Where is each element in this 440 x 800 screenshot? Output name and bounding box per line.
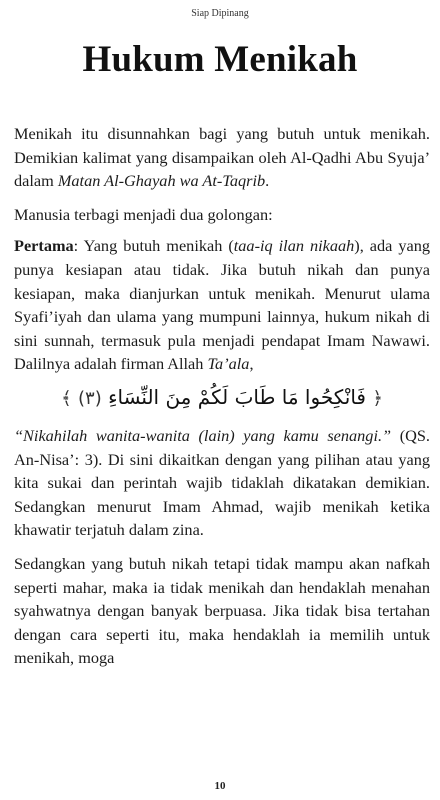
ayah-number-marker: (٣) [77, 387, 102, 409]
paragraph-first-group [14, 234, 430, 376]
page-number: 10 [214, 780, 226, 792]
group-label: Pertama [14, 236, 74, 256]
paragraph-intro [14, 122, 430, 193]
text-run: , [249, 354, 254, 374]
text-run: ), ada yang punya kesiapan atau tidak. Jika butuh nikah dan punya kesiapan, maka dianjurkan untuk menikah. Menurut ulama Syafi’iyah dan ulama yang mumpuni lainnya, hukum nikah di sini sunnah, termasuk pula menjadi pendapat Imam Nawawi. Dalilnya adalah firman Allah [14, 236, 430, 374]
book-title: Matan Al-Ghayah wa At-Taqrib [57, 171, 266, 191]
paragraph-groups: Manusia terbagi menjadi dua golongan: [14, 204, 273, 224]
verse-text: فَانْكِحُوا مَا طَابَ لَكُمْ مِنَ النِّسَاءِ [108, 384, 366, 409]
ayah-number: ٣ [85, 387, 95, 409]
paragraph-second-case: Sedangkan yang butuh nikah tetapi tidak mampu akan nafkah seperti mahar, maka ia tidak menikah dan hendaklah menahan syahwatnya dengan banyak berpuasa. Jika tidak bisa tertahan dengan cara seperti itu, maka hendaklah ia memilih untuk menikah, moga [14, 553, 430, 668]
text-run: . [265, 171, 270, 191]
chapter-title: Hukum Menikah [82, 39, 358, 80]
text-run: Menikah itu disunnahkan bagi yang butuh untuk menikah. Demikian kalimat yang disampaikan oleh Al-Qadhi Abu Syuja’ dalam [14, 124, 430, 191]
body-text [14, 122, 430, 680]
verse-translation: “Nikahilah wanita-wanita (lain) yang kamu senangi.” [14, 425, 392, 445]
text-run: : Yang butuh menikah ( [73, 236, 234, 256]
text-run: (QS. An-Nisa’: 3). Di sini dikaitkan dengan yang pilihan atau yang kita sukai dan perintah wajib tidaklah dikatakan demikian. Sedangkan menurut Imam Ahmad, wajib menikah ketika khawatir terjatuh dalam zina. [14, 425, 430, 540]
verse-open-ornament: ﴿ [372, 387, 383, 409]
taala-text: Ta’ala [207, 354, 250, 374]
verse-close-ornament: ﴾ [61, 387, 72, 409]
arabic-term: taa-iq ilan nikaah [233, 236, 355, 256]
paragraph-translation [14, 424, 430, 542]
running-head: Siap Dipinang [191, 8, 249, 19]
quran-verse [14, 380, 430, 416]
